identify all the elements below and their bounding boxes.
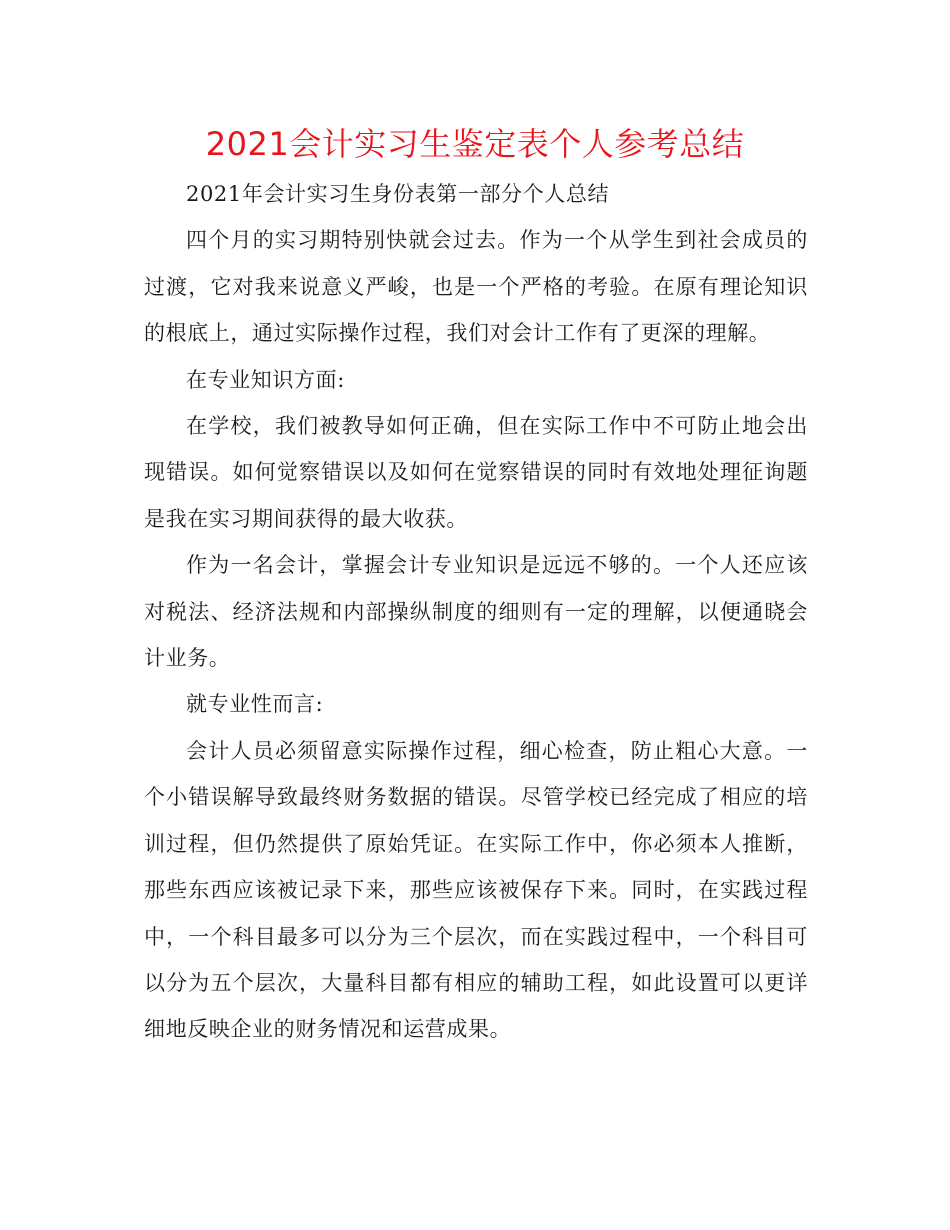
paragraph: 会计人员必须留意实际操作过程，细心检查，防止粗心大意。一个小错误解导致最终财务数据的错误。尽管学校已经完成了相应的培训过程，但仍然提供了原始凭证。在实际工作中，你必须本人推断，那些东西应该被记录下来，那些应该被保存下来。同时，在实践过程中，一个科目最多可以分为三个层次，而在实践过程中，一个科目可以分为五个层次，大量科目都有相应的辅助工程，如此设置可以更详细地反映企业的财务情况和运营成果。 bbox=[144, 738, 808, 1042]
section-heading: 就专业性而言: bbox=[186, 692, 324, 717]
paragraph: 作为一名会计，掌握会计专业知识是远远不够的。一个人还应该对税法、经济法规和内部操纵制度的细则有一定的理解，以便通晓会计业务。 bbox=[144, 553, 808, 671]
document-title: 2021会计实习生鉴定表个人参考总结 bbox=[205, 125, 745, 163]
paragraph: 在学校，我们被教导如何正确，但在实际工作中不可防止地会出现错误。如何觉察错误以及如何在觉察错误的同时有效地处理征询题是我在实习期间获得的最大收获。 bbox=[144, 414, 808, 531]
paragraph-heading: 2021年会计实习生身份表第一部分个人总结 bbox=[186, 182, 610, 206]
document-body bbox=[144, 171, 808, 1053]
section-heading: 在专业知识方面: bbox=[186, 367, 345, 392]
paragraph: 四个月的实习期特别快就会过去。作为一个从学生到社会成员的过渡，它对我来说意义严峻，也是一个严格的考验。在原有理论知识的根底上，通过实际操作过程，我们对会计工作有了更深的理解。 bbox=[144, 228, 808, 346]
